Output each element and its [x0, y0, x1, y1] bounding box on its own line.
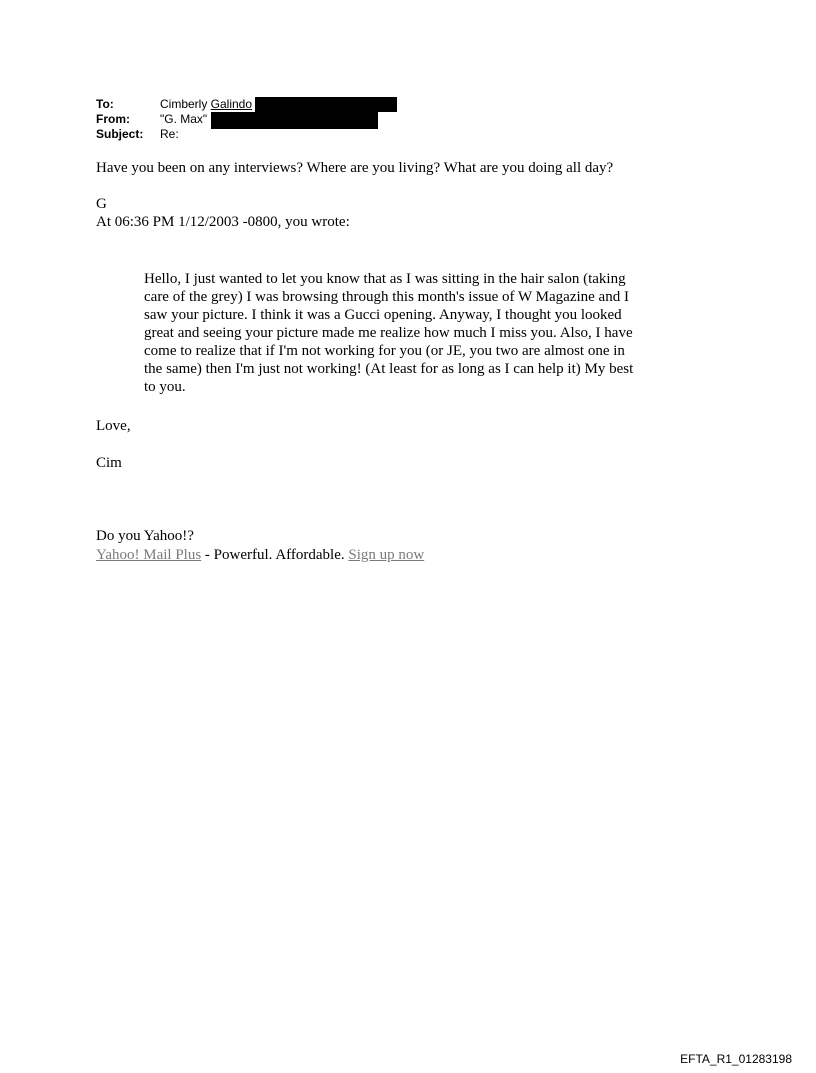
- subject-label: Subject:: [96, 127, 144, 141]
- from-label: From:: [96, 112, 130, 126]
- from-row: [96, 112, 397, 127]
- quoted-line: great and seeing your picture made me realize how much I miss you. Also, I have: [144, 325, 633, 341]
- quoted-line: care of the grey) I was browsing through this month's issue of W Magazine and I: [144, 289, 629, 305]
- yahoo-mail-plus-link[interactable]: Yahoo! Mail Plus: [96, 547, 202, 563]
- yahoo-promo-question: Do you Yahoo!?: [96, 528, 194, 544]
- redaction-bar: [211, 112, 378, 129]
- quoted-line: the same) then I'm just not working! (At least for as long as I can help it) My best: [144, 361, 634, 377]
- reply-question: Have you been on any interviews? Where are you living? What are you doing all day?: [96, 160, 614, 176]
- yahoo-promo-line: [96, 546, 424, 564]
- quoted-line: to you.: [144, 379, 186, 395]
- document-id: EFTA_R1_01283198: [680, 1052, 792, 1066]
- yahoo-tagline: - Powerful. Affordable.: [201, 547, 349, 563]
- email-header: [96, 97, 397, 142]
- subject-value: Re:: [160, 127, 179, 141]
- quoted-love: Love,: [96, 418, 131, 434]
- redaction-bar: [255, 97, 397, 112]
- quoted-line: Hello, I just wanted to let you know that as I was sitting in the hair salon (taking: [144, 271, 626, 287]
- quoted-message: [144, 270, 633, 396]
- to-row: [96, 97, 397, 112]
- to-first-name: Cimberly: [160, 97, 211, 111]
- quote-attribution: At 06:36 PM 1/12/2003 -0800, you wrote:: [96, 214, 350, 230]
- to-value: [160, 97, 252, 112]
- sign-up-link[interactable]: Sign up now: [348, 547, 425, 563]
- quoted-line: come to realize that if I'm not working for you (or JE, you two are almost one in: [144, 343, 625, 359]
- to-last-name: Galindo: [210, 97, 253, 111]
- subject-row: [96, 127, 397, 142]
- quoted-line: saw your picture. I think it was a Gucci opening. Anyway, I thought you looked: [144, 307, 622, 323]
- to-label: To:: [96, 97, 114, 111]
- reply-signoff: G: [96, 196, 107, 212]
- quoted-signature: Cim: [96, 455, 122, 471]
- from-value: "G. Max": [160, 112, 208, 126]
